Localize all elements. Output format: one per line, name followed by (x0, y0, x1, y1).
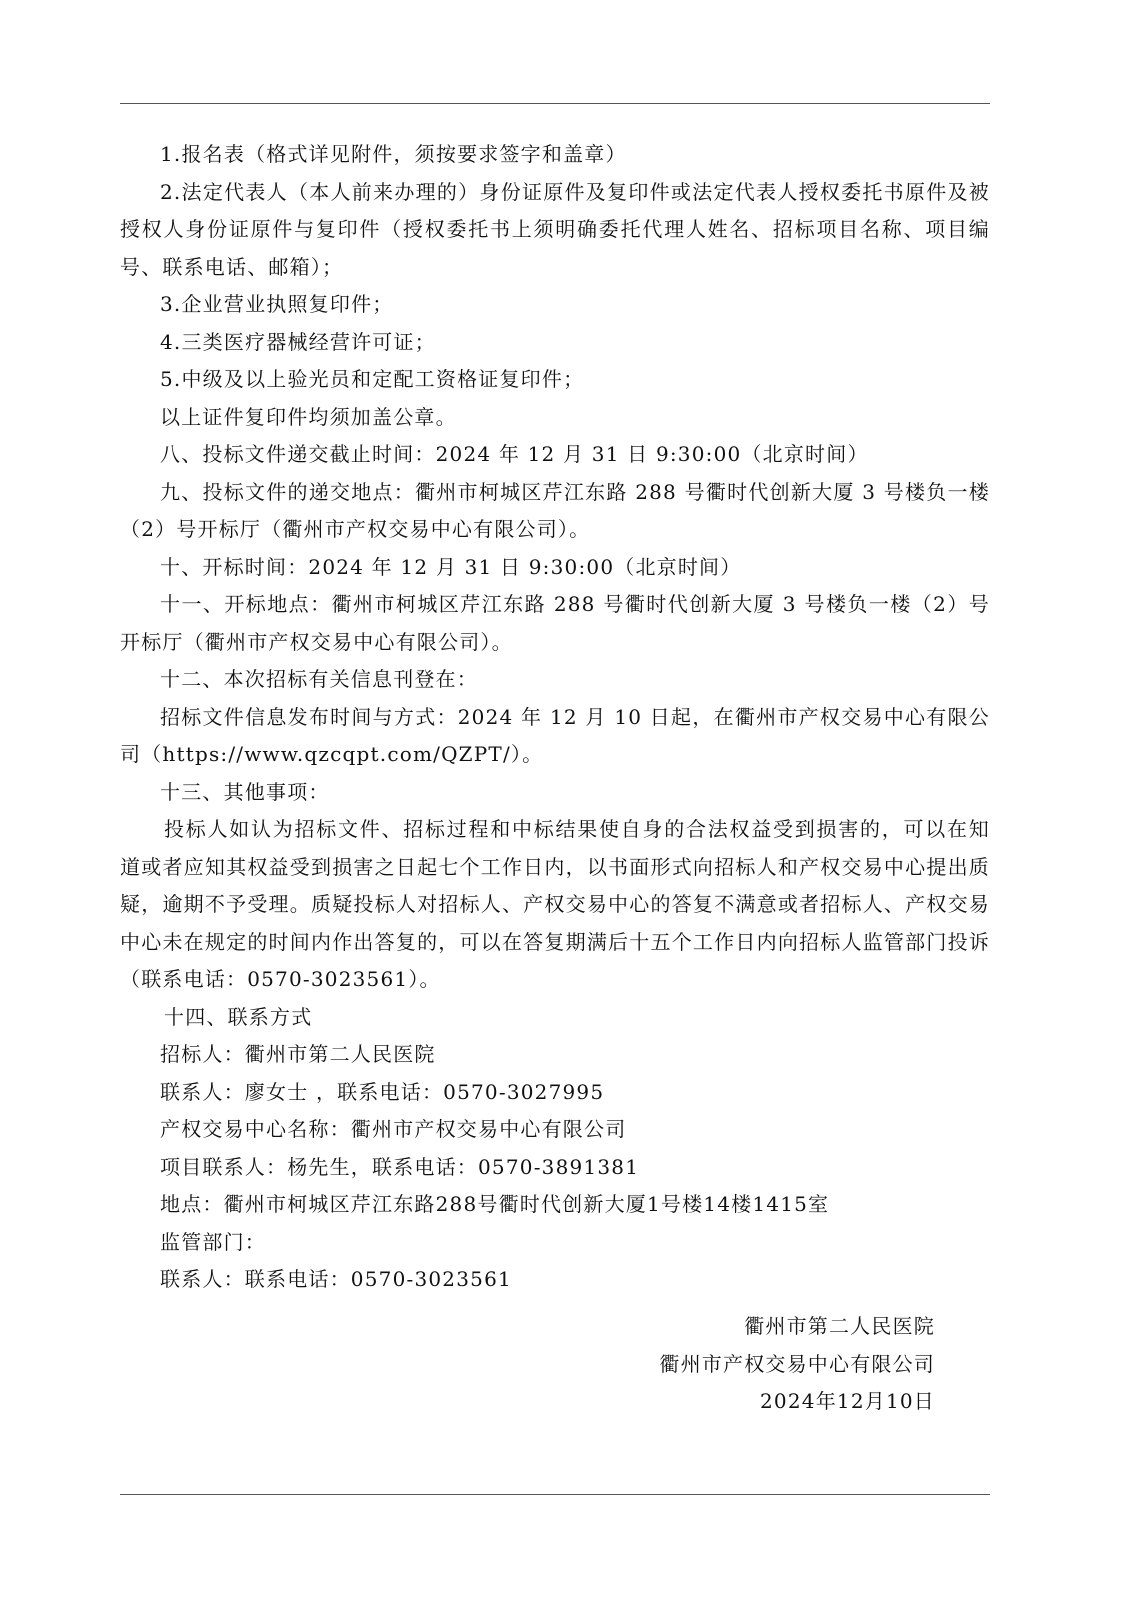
header-rule (120, 103, 990, 104)
paragraph-section-14: 十四、联系方式 (164, 1004, 313, 1029)
paragraph-section-10: 十、开标时间：2024 年 12 月 31 日 9:30:00（北京时间） (160, 554, 742, 579)
paragraph-item-5: 5.中级及以上验光员和定配工资格证复印件； (160, 367, 585, 391)
paragraph-section-9: 九、投标文件的递交地点：衢州市柯城区芹江东路 288 号衢时代创新大厦 3 号楼负一楼（2）号开标厅（衢州市产权交易中心有限公司）。 (120, 479, 990, 541)
paragraph-section-11: 十一、开标地点：衢州市柯城区芹江东路 288 号衢时代创新大厦 3 号楼负一楼（2）号开标厅（衢州市产权交易中心有限公司）。 (120, 592, 990, 654)
signature-date: 2024年12月10日 (760, 1389, 935, 1413)
signature-org-exchange: 衢州市产权交易中心有限公司 (659, 1351, 935, 1376)
signature-org-hospital: 衢州市第二人民医院 (744, 1314, 935, 1338)
paragraph-tenderer-contact: 联系人：廖女士 ，联系电话：0570-3027995 (160, 1079, 605, 1104)
paragraph-section-13: 十三、其他事项： (160, 779, 330, 804)
paragraph-project-contact: 项目联系人：杨先生，联系电话：0570-3891381 (160, 1154, 640, 1179)
signature-block (659, 1308, 935, 1421)
paragraph-item-2: 2.法定代表人（本人前来办理的）身份证原件及复印件或法定代表人授权委托书原件及被授权人身份证原件与复印件（授权委托书上须明确委托代理人姓名、招标项目名称、项目编号、联系电话、邮箱）； (120, 179, 990, 279)
paragraph-publish-info: 招标文件信息发布时间与方式：2024 年 12 月 10 日起，在衢州市产权交易中心有限公司（https://www.qzcqpt.com/QZPT/）。 (120, 704, 990, 766)
paragraph-seal-note: 以上证件复印件均须加盖公章。 (160, 404, 457, 429)
paragraph-supervisor: 监管部门： (160, 1229, 266, 1254)
paragraph-complaint: 投标人如认为招标文件、招标过程和中标结果使自身的合法权益受到损害的，可以在知道或者应知其权益受到损害之日起七个工作日内，以书面形式向招标人和产权交易中心提出质疑，逾期不予受理。质疑投标人对招标人、产权交易中心的答复不满意或者招标人、产权交易中心未在规定的时间内作出答复的，可以在答复期满后十五个工作日内向招标人监管部门投诉（联系电话：0570-3023561）。 (120, 817, 990, 991)
document-body (120, 136, 990, 1299)
paragraph-address: 地点：衢州市柯城区芹江东路288号衢时代创新大厦1号楼14楼1415室 (160, 1192, 830, 1216)
paragraph-supervisor-contact: 联系人：联系电话：0570-3023561 (160, 1267, 512, 1291)
paragraph-item-4: 4.三类医疗器械经营许可证； (160, 329, 436, 354)
paragraph-section-12: 十二、本次招标有关信息刊登在： (160, 667, 478, 691)
paragraph-item-1: 1.报名表（格式详见附件，须按要求签字和盖章） (160, 142, 627, 166)
footer-rule (120, 1494, 990, 1495)
paragraph-section-8: 八、投标文件递交截止时间：2024 年 12 月 31 日 9:30:00（北京时间） (160, 442, 869, 466)
paragraph-item-3: 3.企业营业执照复印件； (160, 292, 394, 316)
paragraph-tenderer: 招标人：衢州市第二人民医院 (160, 1042, 436, 1066)
paragraph-exchange-name: 产权交易中心名称：衢州市产权交易中心有限公司 (160, 1117, 627, 1141)
